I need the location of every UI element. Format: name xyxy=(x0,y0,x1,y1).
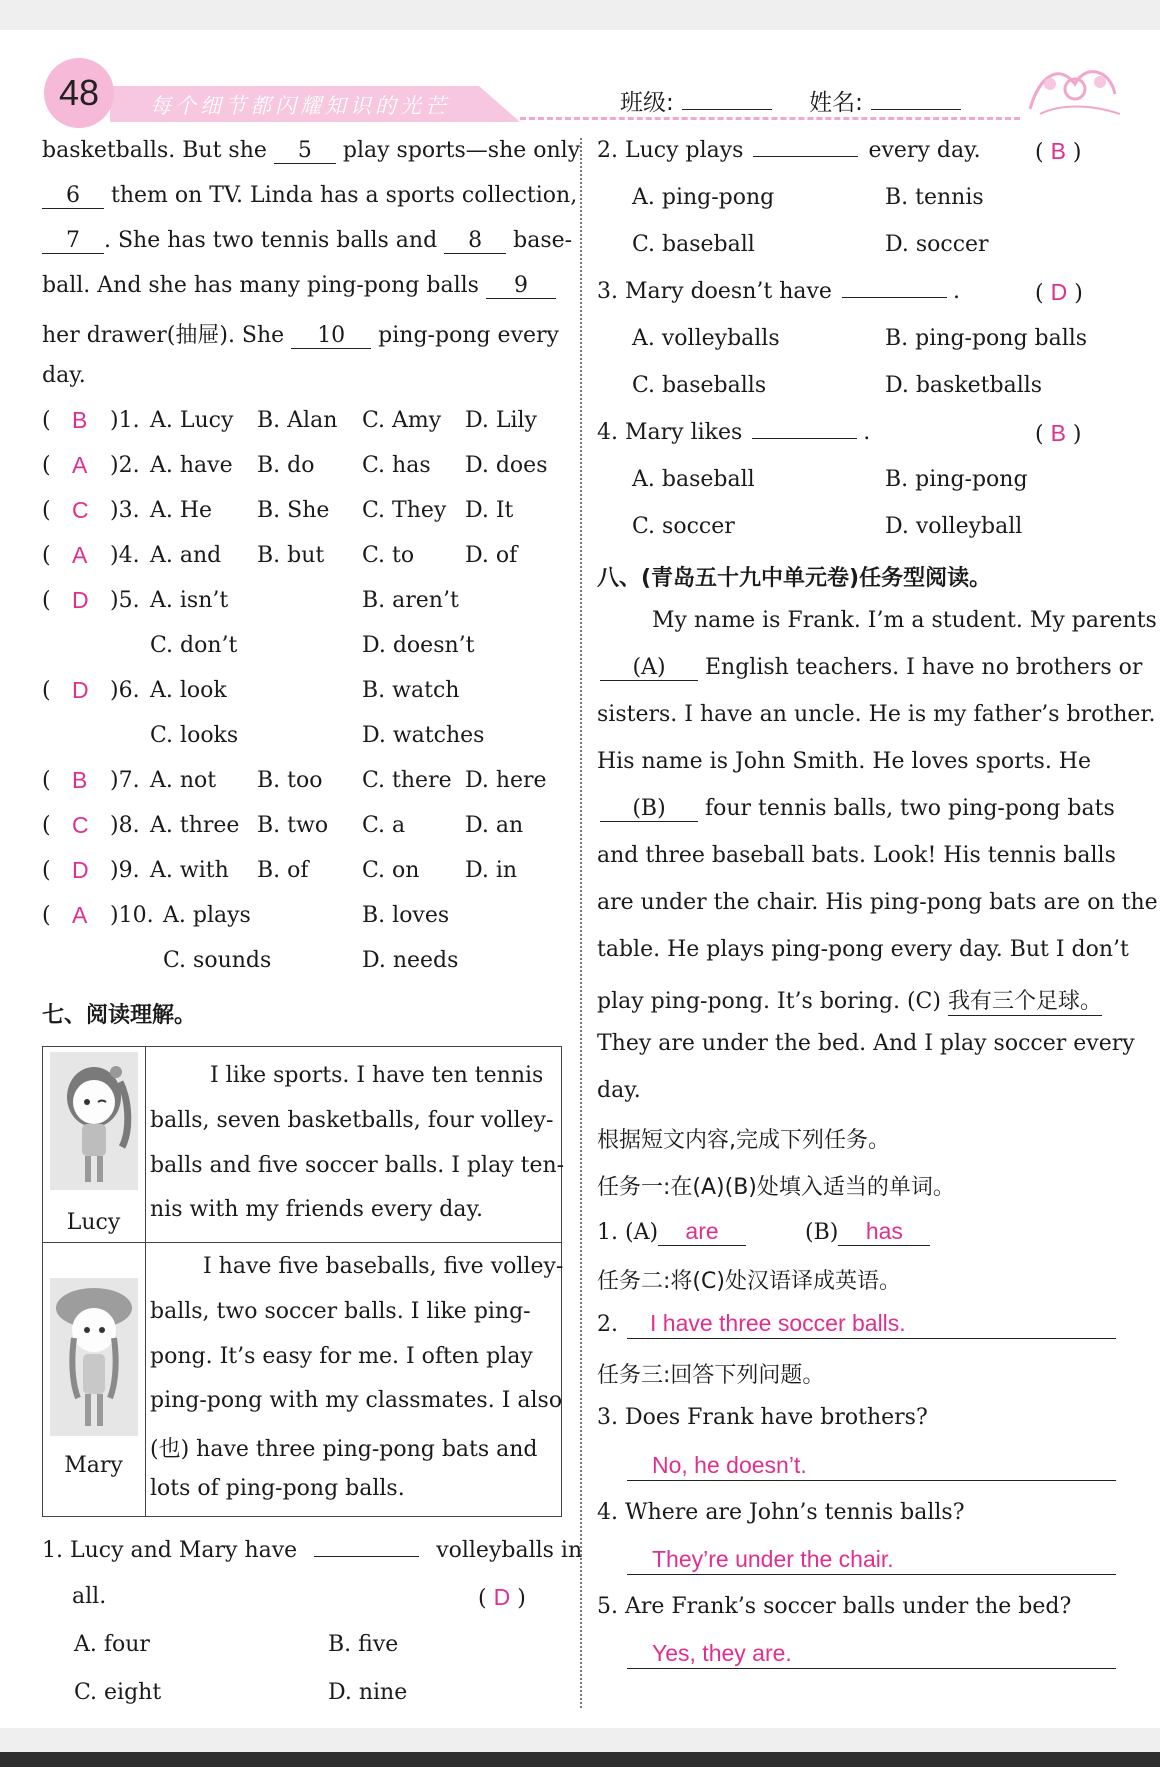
lucy-girl-icon xyxy=(50,1052,138,1192)
p-line-3: sisters. I have an uncle. He is my father’s brother. xyxy=(597,702,1156,727)
q4-option-c: C. soccer xyxy=(632,514,735,539)
cloze-paren-3: ( xyxy=(42,498,51,523)
p-line-7: are under the chair. His ping-pong bats are on the xyxy=(597,890,1158,915)
mary-text-6: lots of ping-pong balls. xyxy=(150,1476,405,1501)
top-margin xyxy=(0,0,1160,30)
cloze-answer-9: D xyxy=(72,857,89,883)
q3-option-a: A. volleyballs xyxy=(632,326,780,351)
passage-line-4: ball. And she has many ping-pong balls 9 xyxy=(42,273,556,299)
cloze-10-option-a: A. plays xyxy=(163,903,251,928)
cloze-answer-3: C xyxy=(72,497,89,523)
cloze-2-option-b: B. do xyxy=(257,453,315,478)
question-5: 5. Are Frank’s soccer balls under the bed? xyxy=(597,1594,1072,1619)
q2-line: 2. Lucy plays every day. xyxy=(597,138,981,163)
p-line-8: table. He plays ping-pong every day. But I don’t xyxy=(597,937,1129,962)
mary-name: Mary xyxy=(64,1453,123,1478)
name-label: 姓名: xyxy=(809,90,863,116)
cloze-num-1: )1. xyxy=(110,408,140,433)
q2-option-d: D. soccer xyxy=(885,232,989,257)
cloze-5-option-b: B. aren’t xyxy=(362,588,459,613)
cloze-num-7: )7. xyxy=(110,768,140,793)
cloze-paren-6: ( xyxy=(42,678,51,703)
passage-line-5: her drawer(抽屉). She 10 ping-pong every xyxy=(42,323,559,348)
cloze-7-option-a: A. not xyxy=(150,768,217,793)
cloze-paren-5: ( xyxy=(42,588,51,613)
cloze-num-8: )8. xyxy=(110,813,140,838)
cloze-answer-10: A xyxy=(72,902,88,928)
passage-line-1: basketballs. But she 5 play sports—she only xyxy=(42,138,581,163)
cloze-3-option-a: A. He xyxy=(150,498,213,523)
cloze-num-3: )3. xyxy=(110,498,140,523)
cloze-num-6: )6. xyxy=(110,678,140,703)
task-two-num: 2. xyxy=(597,1312,618,1337)
answer-5: Yes, they are. xyxy=(652,1640,792,1666)
task-two: 任务二:将(C)处汉语译成英语。 xyxy=(597,1269,901,1294)
cloze-num-10: )10. xyxy=(110,903,154,928)
cloze-5-option-a: A. isn’t xyxy=(150,588,229,613)
answer-4-line xyxy=(627,1574,1116,1575)
q1-answer: ( D ) xyxy=(478,1584,526,1611)
class-blank[interactable] xyxy=(682,109,772,110)
cloze-8-option-d: D. an xyxy=(465,813,524,838)
cloze-9-option-c: C. on xyxy=(362,858,420,883)
q4-option-d: D. volleyball xyxy=(885,514,1023,539)
cloze-3-option-c: C. They xyxy=(362,498,447,523)
task-two-answer: I have three soccer balls. xyxy=(650,1310,906,1336)
cloze-num-4: )4. xyxy=(110,543,140,568)
cloze-10-option-d: D. needs xyxy=(362,948,459,973)
cloze-1-option-a: A. Lucy xyxy=(150,408,234,433)
lucy-text-2: balls, seven basketballs, four volley- xyxy=(150,1108,554,1133)
cloze-10-option-b: B. loves xyxy=(362,903,450,928)
cloze-answer-7: B xyxy=(72,767,88,793)
cloze-5-option-d: D. doesn’t xyxy=(362,633,475,658)
q3-option-d: D. basketballs xyxy=(885,373,1043,398)
cloze-answer-8: C xyxy=(72,812,89,838)
q4-line: 4. Mary likes . xyxy=(597,420,871,445)
cloze-paren-8: ( xyxy=(42,813,51,838)
mary-girl-icon xyxy=(50,1278,138,1438)
lucy-text-4: nis with my friends every day. xyxy=(150,1197,483,1222)
page-number: 48 xyxy=(44,58,114,128)
answer-3: No, he doesn’t. xyxy=(652,1452,807,1478)
cloze-paren-10: ( xyxy=(42,903,51,928)
task-three: 任务三:回答下列问题。 xyxy=(597,1363,825,1388)
p-line-9: play ping-pong. It’s boring. (C) 我有三个足球。 xyxy=(597,984,1102,1016)
bottom-bar xyxy=(0,1752,1160,1767)
cloze-paren-2: ( xyxy=(42,453,51,478)
cloze-paren-7: ( xyxy=(42,768,51,793)
flower-decoration-icon xyxy=(1020,54,1130,124)
task-one-answers: 1. (A) are (B) has xyxy=(597,1218,930,1246)
p-line-10: They are under the bed. And I play soccer every xyxy=(597,1031,1135,1056)
q2-option-b: B. tennis xyxy=(885,185,984,210)
cloze-10-option-c: C. sounds xyxy=(163,948,272,973)
header-dash-line xyxy=(520,117,1020,120)
p-line-1: My name is Frank. I’m a student. My parents xyxy=(652,608,1157,633)
cloze-3-option-b: B. She xyxy=(257,498,330,523)
cloze-paren-9: ( xyxy=(42,858,51,883)
cloze-2-option-d: D. does xyxy=(465,453,548,478)
cloze-6-option-a: A. look xyxy=(150,678,227,703)
name-blank[interactable] xyxy=(871,109,961,110)
q3-option-c: C. baseballs xyxy=(632,373,767,398)
cloze-6-option-c: C. looks xyxy=(150,723,239,748)
mary-text-2: balls, two soccer balls. I like ping- xyxy=(150,1299,531,1324)
cloze-3-option-d: D. It xyxy=(465,498,514,523)
q4-option-b: B. ping-pong xyxy=(885,467,1028,492)
cloze-6-option-d: D. watches xyxy=(362,723,485,748)
lucy-text-3: balls and five soccer balls. I play ten- xyxy=(150,1153,565,1178)
cloze-2-option-a: A. have xyxy=(150,453,233,478)
table-divider xyxy=(145,1046,146,1516)
header-motto: 每个细节都闪耀知识的光芒 xyxy=(150,94,450,118)
cloze-4-option-d: D. of xyxy=(465,543,518,568)
mary-text-1: I have five baseballs, five volley- xyxy=(203,1254,564,1279)
cloze-1-option-b: B. Alan xyxy=(257,408,338,433)
passage-line-3: 7 . She has two tennis balls and 8 base- xyxy=(42,228,572,254)
q1-option-b: B. five xyxy=(328,1632,399,1657)
cloze-1-option-c: C. Amy xyxy=(362,408,442,433)
task-one: 任务一:在(A)(B)处填入适当的单词。 xyxy=(597,1175,955,1200)
p-line-2: (A) English teachers. I have no brothers or xyxy=(600,655,1142,681)
cloze-4-option-c: C. to xyxy=(362,543,415,568)
cloze-num-5: )5. xyxy=(110,588,140,613)
cloze-8-option-c: C. a xyxy=(362,813,406,838)
section8-title: 八、(青岛五十九中单元卷)任务型阅读。 xyxy=(597,566,992,591)
cloze-7-option-b: B. too xyxy=(257,768,323,793)
p-line-4: His name is John Smith. He loves sports. He xyxy=(597,749,1092,774)
mary-text-5: (也) have three ping-pong bats and xyxy=(150,1437,538,1462)
q3-answer: ( D ) xyxy=(1035,279,1083,306)
cloze-4-option-a: A. and xyxy=(150,543,222,568)
cloze-5-option-c: C. don’t xyxy=(150,633,238,658)
cloze-answer-6: D xyxy=(72,677,89,703)
cloze-1-option-d: D. Lily xyxy=(465,408,537,433)
cloze-8-option-a: A. three xyxy=(150,813,240,838)
cloze-9-option-b: B. of xyxy=(257,858,309,883)
q4-answer: ( B ) xyxy=(1035,420,1082,447)
q1-option-d: D. nine xyxy=(328,1680,408,1705)
column-divider xyxy=(580,138,582,1708)
p-line-5: (B) four tennis balls, two ping-pong bats xyxy=(600,796,1115,822)
q1-line-2: all. xyxy=(72,1584,107,1609)
cloze-answer-4: A xyxy=(72,542,88,568)
mary-text-3: pong. It’s easy for me. I often play xyxy=(150,1344,533,1369)
cloze-7-option-c: C. there xyxy=(362,768,452,793)
question-3: 3. Does Frank have brothers? xyxy=(597,1405,928,1430)
cloze-6-option-b: B. watch xyxy=(362,678,460,703)
cloze-4-option-b: B. but xyxy=(257,543,325,568)
q3-line: 3. Mary doesn’t have . xyxy=(597,279,960,304)
q1-option-c: C. eight xyxy=(74,1680,162,1705)
cloze-answer-1: B xyxy=(72,407,88,433)
answer-4: They’re under the chair. xyxy=(652,1546,894,1572)
mary-text-4: ping-pong with my classmates. I also xyxy=(150,1388,563,1413)
q2-answer: ( B ) xyxy=(1035,138,1082,165)
answer-3-line xyxy=(627,1480,1116,1481)
cloze-num-9: )9. xyxy=(110,858,140,883)
class-label: 班级: xyxy=(620,90,674,116)
q1-option-a: A. four xyxy=(74,1632,150,1657)
cloze-7-option-d: D. here xyxy=(465,768,547,793)
cloze-paren-4: ( xyxy=(42,543,51,568)
p-line-11: day. xyxy=(597,1078,641,1103)
cloze-8-option-b: B. two xyxy=(257,813,329,838)
q3-option-b: B. ping-pong balls xyxy=(885,326,1088,351)
cloze-9-option-a: A. with xyxy=(150,858,229,883)
class-name-fields xyxy=(620,84,991,117)
cloze-paren-1: ( xyxy=(42,408,51,433)
q4-option-a: A. baseball xyxy=(632,467,755,492)
question-4: 4. Where are John’s tennis balls? xyxy=(597,1500,965,1525)
cloze-2-option-c: C. has xyxy=(362,453,431,478)
lucy-name: Lucy xyxy=(66,1210,121,1235)
q2-option-a: A. ping-pong xyxy=(632,185,775,210)
cloze-answer-5: D xyxy=(72,587,89,613)
passage-line-2: 6 them on TV. Linda has a sports collection, xyxy=(42,183,577,209)
instructions: 根据短文内容,完成下列任务。 xyxy=(597,1128,890,1153)
cloze-answer-2: A xyxy=(72,452,88,478)
passage-line-6: day. xyxy=(42,363,86,388)
task-two-line xyxy=(627,1338,1116,1339)
q2-option-c: C. baseball xyxy=(632,232,755,257)
q1-line: 1. Lucy and Mary have volleyballs in xyxy=(42,1538,583,1563)
answer-5-line xyxy=(627,1668,1116,1669)
cloze-9-option-d: D. in xyxy=(465,858,518,883)
lucy-text-1: I like sports. I have ten tennis xyxy=(210,1063,544,1088)
cloze-num-2: )2. xyxy=(110,453,140,478)
section7-title: 七、阅读理解。 xyxy=(42,1003,197,1028)
p-line-6: and three baseball bats. Look! His tennis balls xyxy=(597,843,1116,868)
